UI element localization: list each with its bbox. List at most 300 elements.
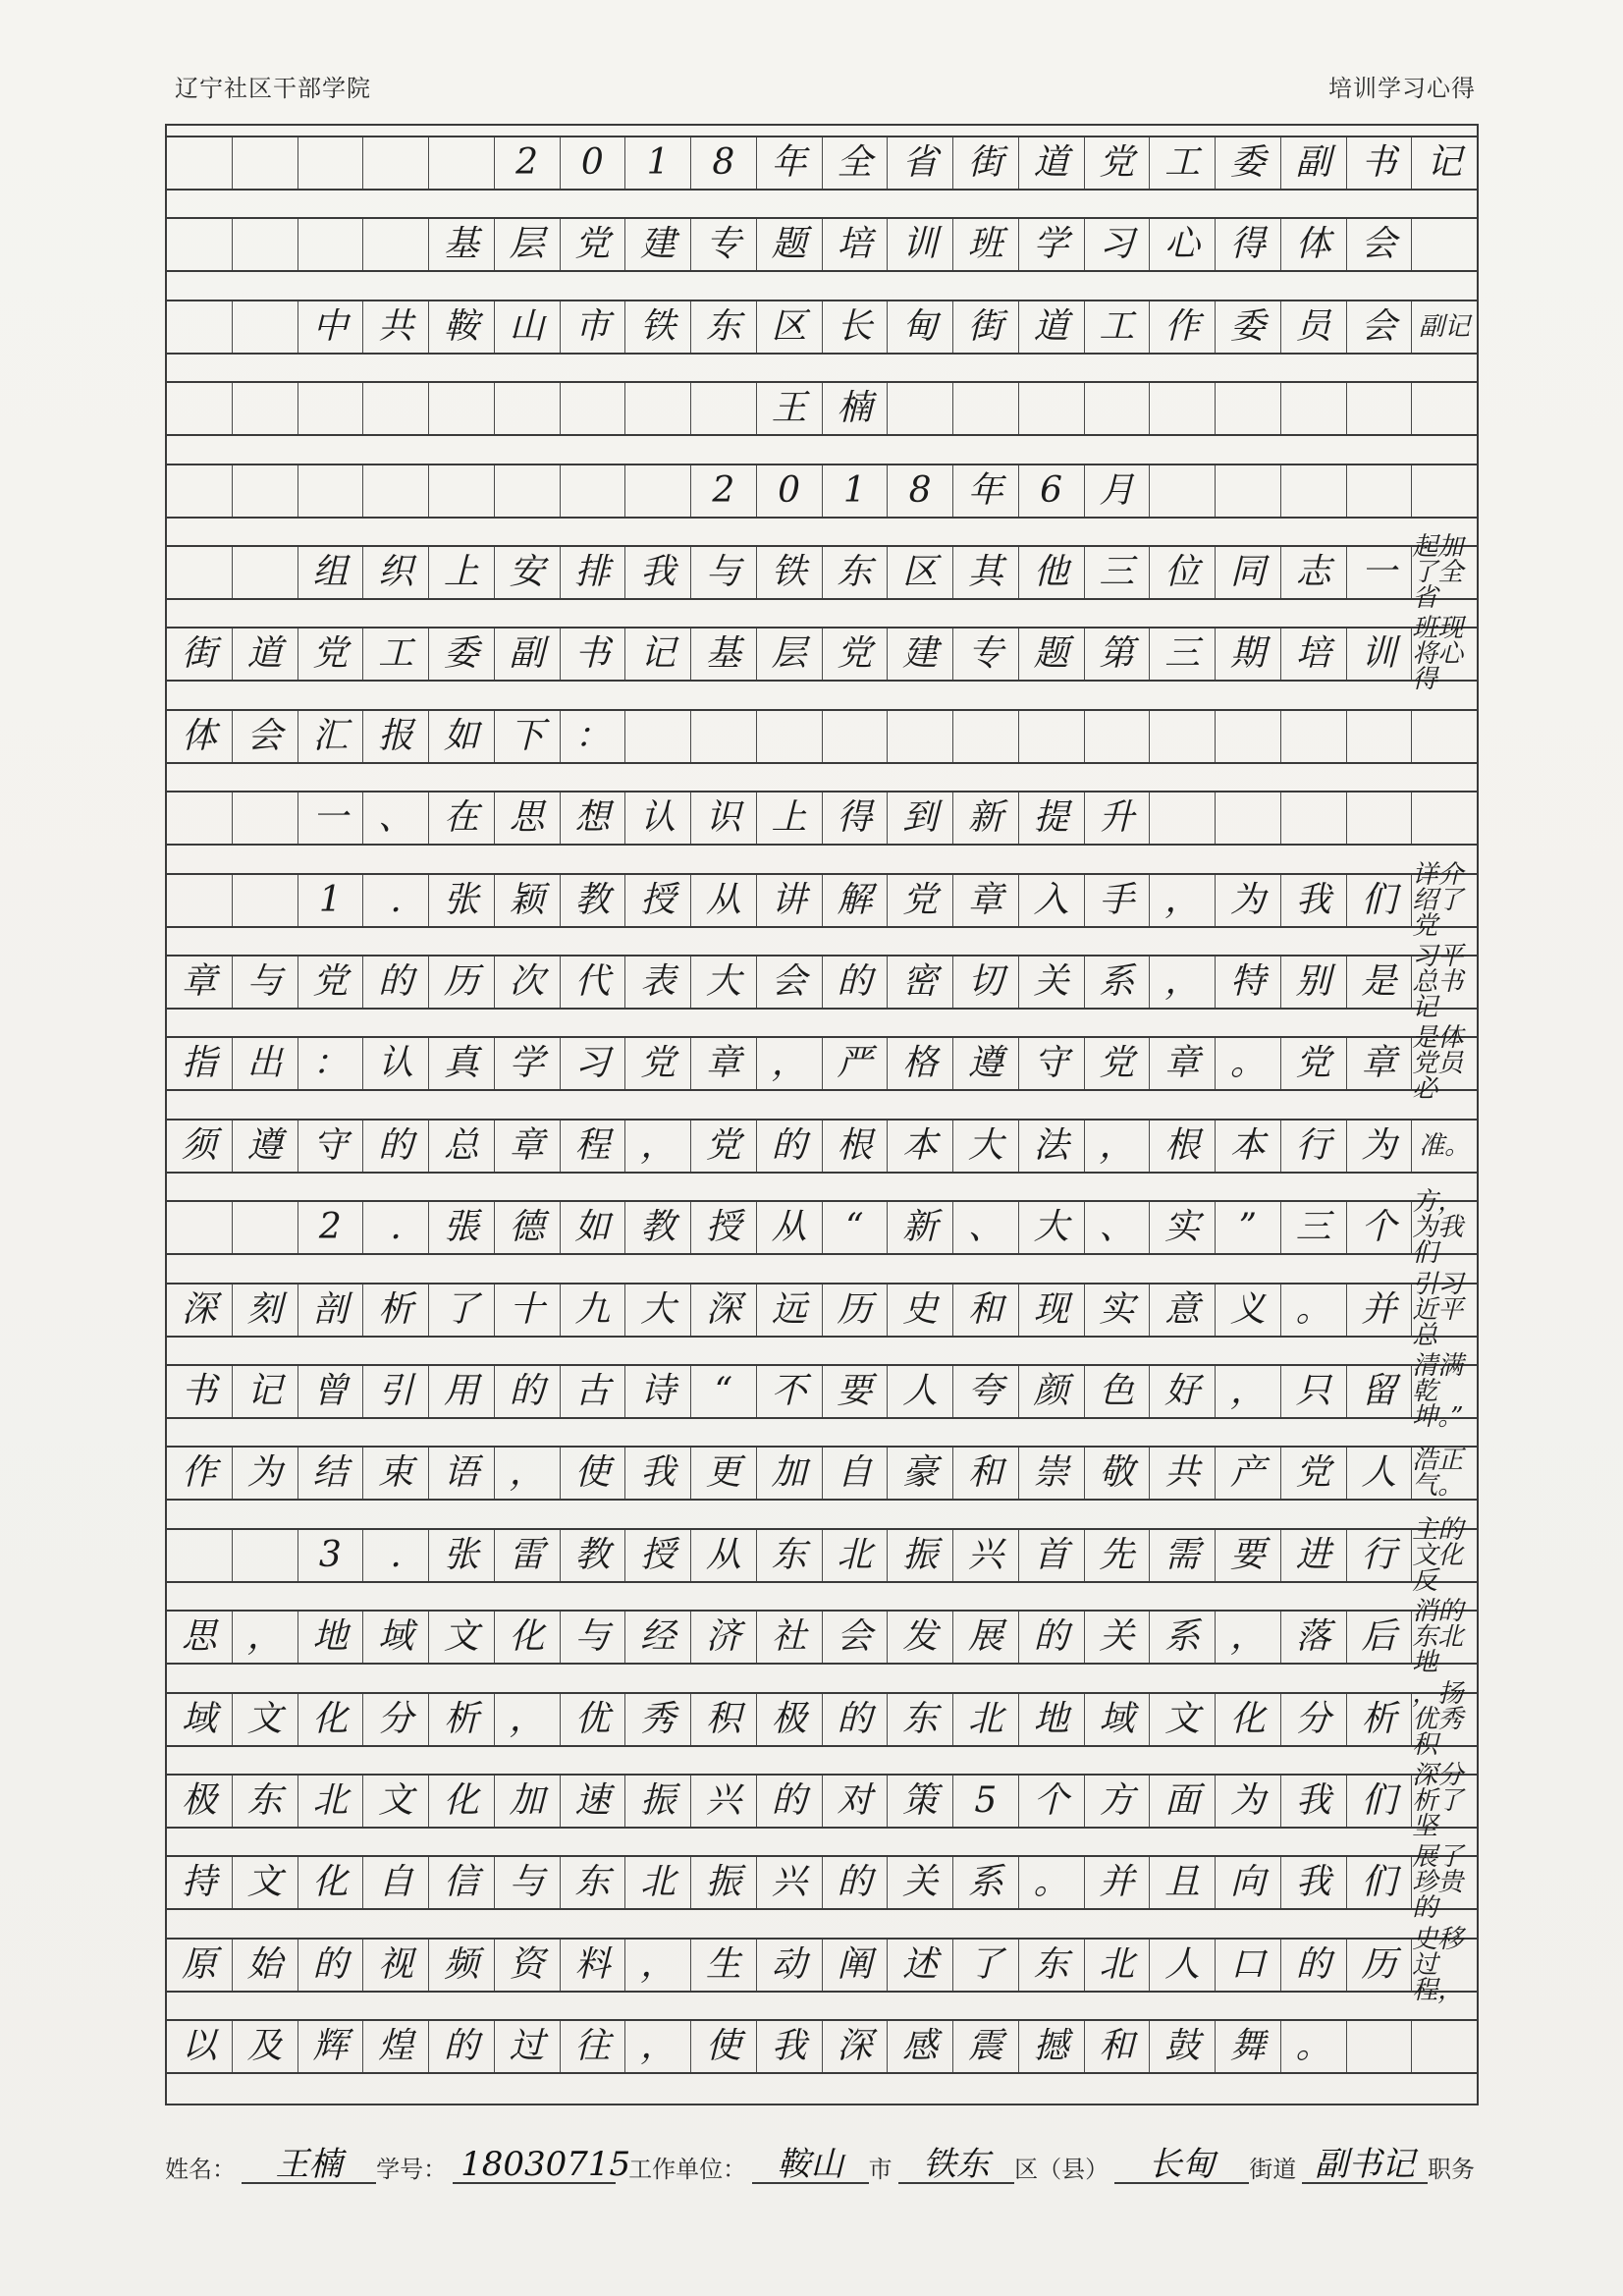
grid-cell: 消的东北地 [1412, 1597, 1464, 1678]
grid-cell: 铁 [625, 301, 691, 353]
grid-cell: 。 [1216, 1038, 1281, 1089]
grid-cell: 展了珍贵的 [1412, 1842, 1464, 1924]
grid-cell: 党 [1085, 137, 1151, 189]
grid-cell: 曾 [298, 1366, 364, 1417]
grid-cell: . [363, 1530, 429, 1581]
grid-cell: 化 [1216, 1694, 1281, 1745]
grid-cell: 升 [1085, 793, 1151, 844]
grid-cell: 识 [691, 793, 757, 844]
grid-cell: 学 [495, 1038, 561, 1089]
grid-line [167, 1119, 1477, 1174]
grid-cell: 章 [495, 1121, 561, 1172]
grid-cell [233, 219, 298, 270]
grid-cell: 色 [1085, 1366, 1151, 1417]
grid-cell: 加 [495, 1776, 561, 1827]
grid-cell: 会 [823, 1612, 889, 1663]
grid-cell: 秀 [625, 1694, 691, 1745]
grid-cell: 王 [757, 383, 823, 434]
grid-cell: 次 [495, 957, 561, 1008]
grid-cell: 的 [1281, 1940, 1347, 1991]
grid-cell: 党 [888, 875, 953, 926]
grid-cell: 们 [1347, 875, 1413, 926]
grid-cell: 8 [888, 465, 953, 517]
grid-cell: 为 [1216, 1776, 1281, 1827]
grid-cell: 授 [625, 875, 691, 926]
grid-cell: 总 [429, 1121, 495, 1172]
grid-cell: 兴 [953, 1530, 1019, 1581]
grid-cell: 个 [1347, 1202, 1413, 1253]
grid-cell [298, 219, 364, 270]
grid-cell: 代 [561, 957, 626, 1008]
grid-cell: ， [625, 1121, 691, 1172]
grid-cell: 守 [1019, 1038, 1085, 1089]
grid-cell: 大 [691, 957, 757, 1008]
grid-cell: 三 [1281, 1202, 1347, 1253]
grid-cell: 其 [953, 547, 1019, 598]
grid-cell: 使 [691, 2021, 757, 2072]
grid-cell: 员 [1281, 301, 1347, 353]
grid-cell: 第 [1085, 629, 1151, 680]
grid-cell: 人 [1150, 1940, 1216, 1991]
grid-cell [363, 137, 429, 189]
grid-cell [1216, 793, 1281, 844]
grid-cell: 党 [298, 957, 364, 1008]
grid-cell: 三 [1150, 629, 1216, 680]
grid-cell: 与 [561, 1612, 626, 1663]
grid-cell: 经 [625, 1612, 691, 1663]
grid-cell [953, 383, 1019, 434]
grid-cell: 诗 [625, 1366, 691, 1417]
grid-cell: 志 [1281, 547, 1347, 598]
grid-cell: 组 [298, 547, 364, 598]
grid-cell: 史 [888, 1285, 953, 1336]
grid-cell: ， [757, 1038, 823, 1089]
grid-cell: 格 [888, 1038, 953, 1089]
grid-cell: 往 [561, 2021, 626, 2072]
grid-cell: 对 [823, 1776, 889, 1827]
grid-cell: 只 [1281, 1366, 1347, 1417]
grid-cell: 系 [1150, 1612, 1216, 1663]
grid-cell: 料 [561, 1940, 626, 1991]
grid-cell: 和 [953, 1285, 1019, 1336]
grid-cell: 详介绍了党 [1412, 859, 1464, 941]
grid-cell: 振 [888, 1530, 953, 1581]
grid-line [167, 1187, 1477, 1269]
grid-cell: 过 [495, 2021, 561, 2072]
grid-cell: 北 [1085, 1940, 1151, 1991]
writing-grid [165, 124, 1479, 2105]
grid-cell: 及 [233, 2021, 298, 2072]
grid-cell: 建 [625, 219, 691, 270]
grid-cell: 历 [1347, 1940, 1413, 1991]
grid-line [167, 532, 1477, 613]
grid-cell: 了 [953, 1940, 1019, 1991]
grid-cell: 思 [167, 1612, 233, 1663]
grid-cell [1347, 465, 1413, 517]
grid-cell: 的 [823, 957, 889, 1008]
grid-cell: 认 [363, 1038, 429, 1089]
grid-cell: 副 [495, 629, 561, 680]
grid-line [167, 1514, 1477, 1596]
grid-cell: 。 [1281, 1285, 1347, 1336]
grid-cell: “ [691, 1366, 757, 1417]
grid-cell: 8 [691, 137, 757, 189]
grid-cell: 班 [953, 219, 1019, 270]
grid-cell: 街 [953, 301, 1019, 353]
grid-cell: 史移过程， [1412, 1924, 1464, 2005]
grid-cell: 街 [167, 629, 233, 680]
grid-cell [495, 383, 561, 434]
grid-cell: 德 [495, 1202, 561, 1253]
grid-cell [167, 1202, 233, 1253]
grid-line [167, 1446, 1477, 1501]
grid-cell: 化 [298, 1857, 364, 1908]
grid-cell: 撼 [1019, 2021, 1085, 2072]
grid-cell: 5 [953, 1776, 1019, 1827]
grid-cell: 辉 [298, 2021, 364, 2072]
grid-cell: 析 [429, 1694, 495, 1745]
grid-cell: 先 [1085, 1530, 1151, 1581]
grid-cell [233, 547, 298, 598]
grid-cell: 2 [691, 465, 757, 517]
grid-line [167, 1023, 1477, 1105]
grid-cell [953, 711, 1019, 762]
grid-cell: 党 [1281, 1038, 1347, 1089]
grid-cell [1281, 383, 1347, 434]
grid-cell: 好 [1150, 1366, 1216, 1417]
grid-cell: 省 [888, 137, 953, 189]
grid-cell: 不 [757, 1366, 823, 1417]
grid-cell: “ [823, 1202, 889, 1253]
grid-cell [363, 219, 429, 270]
grid-cell [363, 383, 429, 434]
grid-cell: 和 [1085, 2021, 1151, 2072]
grid-cell: 要 [823, 1366, 889, 1417]
grid-cell: 区 [888, 547, 953, 598]
grid-cell: 市 [561, 301, 626, 353]
grid-cell: 加 [757, 1448, 823, 1499]
grid-cell: 道 [233, 629, 298, 680]
grid-cell: 北 [953, 1694, 1019, 1745]
grid-cell: 铁 [757, 547, 823, 598]
street-value: 长甸 [1114, 2147, 1249, 2184]
grid-cell: 崇 [1019, 1448, 1085, 1499]
grid-cell: . [363, 1202, 429, 1253]
grid-cell [1150, 793, 1216, 844]
district-value: 铁东 [898, 2147, 1014, 2184]
grid-cell [625, 383, 691, 434]
grid-cell: 文 [233, 1857, 298, 1908]
grid-cell: 化 [495, 1612, 561, 1663]
grid-cell: 析 [1347, 1694, 1413, 1745]
grid-cell: 中 [298, 301, 364, 353]
grid-cell: 资 [495, 1940, 561, 1991]
grid-line [167, 709, 1477, 764]
position-suffix: 职务 [1428, 2156, 1475, 2183]
name-label: 姓名： [165, 2156, 236, 2183]
grid-cell: 历 [429, 957, 495, 1008]
grid-cell: 排 [561, 547, 626, 598]
grid-cell: 化 [298, 1694, 364, 1745]
grid-cell [1281, 465, 1347, 517]
grid-cell: ， [1085, 1121, 1151, 1172]
grid-cell: 训 [1347, 629, 1413, 680]
grid-cell: 行 [1347, 1530, 1413, 1581]
grid-cell: 讲 [757, 875, 823, 926]
grid-line [167, 614, 1477, 695]
grid-line [167, 1351, 1477, 1432]
grid-cell: 人 [1347, 1448, 1413, 1499]
grid-cell: 分 [363, 1694, 429, 1745]
grid-cell: 3 [298, 1530, 364, 1581]
grid-cell: 振 [691, 1857, 757, 1908]
grid-cell: 浩正气。 [1412, 1446, 1464, 1502]
grid-cell: 使 [561, 1448, 626, 1499]
grid-cell: 安 [495, 547, 561, 598]
grid-cell: ， [625, 1940, 691, 1991]
grid-cell [888, 383, 953, 434]
grid-line [167, 791, 1477, 846]
grid-cell: 会 [757, 957, 823, 1008]
grid-cell: 甸 [888, 301, 953, 353]
grid-cell: 东 [233, 1776, 298, 1827]
grid-cell: 全 [823, 137, 889, 189]
grid-line [167, 1761, 1477, 1841]
grid-cell [1085, 711, 1151, 762]
city-value: 鞍山 [752, 2147, 868, 2184]
grid-cell: ， [495, 1694, 561, 1745]
grid-cell: 结 [298, 1448, 364, 1499]
grid-cell: 特 [1216, 957, 1281, 1008]
grid-cell: 山 [495, 301, 561, 353]
grid-cell: 产 [1216, 1448, 1281, 1499]
grid-cell [1412, 465, 1477, 517]
grid-cell: 严 [823, 1038, 889, 1089]
grid-cell: 豪 [888, 1448, 953, 1499]
grid-cell: 的 [823, 1694, 889, 1745]
grid-cell: 生 [691, 1940, 757, 1991]
grid-cell: 我 [757, 2021, 823, 2072]
grid-cell: 章 [1150, 1038, 1216, 1089]
grid-cell: 心 [1150, 219, 1216, 270]
grid-cell [1412, 711, 1477, 762]
grid-cell: 党 [691, 1121, 757, 1172]
grid-cell [429, 383, 495, 434]
grid-cell: 刻 [233, 1285, 298, 1336]
grid-cell: 古 [561, 1366, 626, 1417]
grid-cell: 文 [233, 1694, 298, 1745]
grid-cell: 训 [888, 219, 953, 270]
grid-cell: 感 [888, 2021, 953, 2072]
grid-cell: ” [1216, 1202, 1281, 1253]
grid-cell: 且 [1150, 1857, 1216, 1908]
grid-cell: 域 [363, 1612, 429, 1663]
grid-cell: 策 [888, 1776, 953, 1827]
grid-cell: 得 [1216, 219, 1281, 270]
grid-cell [167, 1530, 233, 1581]
grid-cell [1150, 711, 1216, 762]
street-suffix: 街道 [1249, 2156, 1297, 2183]
grid-cell: 主的文化反 [1412, 1514, 1464, 1596]
grid-cell: 地 [1019, 1694, 1085, 1745]
grid-cell: 地 [298, 1612, 364, 1663]
grid-cell: 从 [757, 1202, 823, 1253]
grid-cell: 书 [1347, 137, 1413, 189]
grid-cell: 工 [1150, 137, 1216, 189]
grid-cell: 向 [1216, 1857, 1281, 1908]
grid-cell: 速 [561, 1776, 626, 1827]
grid-line [167, 217, 1477, 272]
grid-cell: 要 [1216, 1530, 1281, 1581]
grid-cell: 题 [1019, 629, 1085, 680]
grid-cell: 社 [757, 1612, 823, 1663]
grid-cell: 思 [495, 793, 561, 844]
grid-cell [1216, 711, 1281, 762]
grid-cell: 习平总书记 [1412, 942, 1464, 1022]
grid-cell [1412, 793, 1477, 844]
grid-cell [233, 1202, 298, 1253]
grid-cell: 意 [1150, 1285, 1216, 1336]
grid-cell: 大 [953, 1121, 1019, 1172]
grid-cell: 展 [953, 1612, 1019, 1663]
grid-cell: 记 [625, 629, 691, 680]
grid-cell [1347, 383, 1413, 434]
grid-cell [1150, 383, 1216, 434]
grid-line [167, 1597, 1477, 1678]
grid-cell: 是 [1347, 957, 1413, 1008]
grid-cell [1019, 711, 1085, 762]
grid-cell: 我 [1281, 1857, 1347, 1908]
grid-cell: 东 [757, 1530, 823, 1581]
grid-cell: 位 [1150, 547, 1216, 598]
student-id-label: 学号： [376, 2156, 448, 2183]
grid-cell: 北 [298, 1776, 364, 1827]
grid-cell: 委 [1216, 137, 1281, 189]
grid-cell: 兴 [757, 1857, 823, 1908]
grid-cell [167, 465, 233, 517]
grid-line [167, 300, 1477, 355]
grid-cell [1085, 383, 1151, 434]
grid-cell: 深 [823, 2021, 889, 2072]
grid-cell: 党 [823, 629, 889, 680]
grid-cell: 1 [823, 465, 889, 517]
grid-cell: ，扬优秀积 [1412, 1678, 1464, 1760]
grid-cell [823, 711, 889, 762]
grid-cell [1347, 711, 1413, 762]
grid-cell: 视 [363, 1940, 429, 1991]
grid-cell: 引 [363, 1366, 429, 1417]
grid-cell: 颖 [495, 875, 561, 926]
grid-cell: 报 [363, 711, 429, 762]
grid-cell: 须 [167, 1121, 233, 1172]
grid-cell: 密 [888, 957, 953, 1008]
grid-cell: 实 [1150, 1202, 1216, 1253]
grid-cell: ： [561, 711, 626, 762]
grid-cell: 始 [233, 1940, 298, 1991]
grid-cell: 是体党员必 [1412, 1023, 1464, 1105]
grid-cell: 雷 [495, 1530, 561, 1581]
grid-cell [1412, 383, 1477, 434]
grid-cell: 题 [757, 219, 823, 270]
grid-cell: ， [1216, 1366, 1281, 1417]
grid-line [167, 1678, 1477, 1760]
grid-cell: 的 [298, 1940, 364, 1991]
grid-cell: 文 [1150, 1694, 1216, 1745]
grid-cell: 为 [233, 1448, 298, 1499]
grid-cell: 遵 [953, 1038, 1019, 1089]
grid-cell: 如 [561, 1202, 626, 1253]
grid-cell: 的 [1019, 1612, 1085, 1663]
grid-cell: 东 [561, 1857, 626, 1908]
grid-cell: 深 [691, 1285, 757, 1336]
grid-cell: 会 [1347, 301, 1413, 353]
grid-cell [167, 219, 233, 270]
grid-cell: 用 [429, 1366, 495, 1417]
district-suffix: 区（县） [1014, 2156, 1109, 2183]
grid-cell: 根 [1150, 1121, 1216, 1172]
grid-line [167, 942, 1477, 1022]
grid-cell: 2 [298, 1202, 364, 1253]
grid-line [167, 1842, 1477, 1924]
grid-cell: 兴 [691, 1776, 757, 1827]
grid-cell: 教 [625, 1202, 691, 1253]
grid-cell: 章 [953, 875, 1019, 926]
grid-cell: 在 [429, 793, 495, 844]
grid-cell [233, 137, 298, 189]
grid-cell: 北 [625, 1857, 691, 1908]
grid-cell: 張 [429, 1202, 495, 1253]
grid-cell: ， [1150, 875, 1216, 926]
grid-cell: 、 [953, 1202, 1019, 1253]
grid-cell: 。 [1019, 1857, 1085, 1908]
grid-cell: 积 [691, 1694, 757, 1745]
grid-cell [691, 711, 757, 762]
grid-cell: 班现将心得 [1412, 614, 1464, 695]
grid-cell [429, 137, 495, 189]
grid-cell: 副 [1281, 137, 1347, 189]
grid-cell: 习 [561, 1038, 626, 1089]
grid-cell: ， [495, 1448, 561, 1499]
grid-cell: 会 [233, 711, 298, 762]
grid-cell: 从 [691, 1530, 757, 1581]
grid-cell: 了 [429, 1285, 495, 1336]
grid-cell: 上 [429, 547, 495, 598]
grid-cell: 培 [1281, 629, 1347, 680]
grid-cell: 频 [429, 1940, 495, 1991]
grid-cell: 以 [167, 2021, 233, 2072]
grid-cell: 极 [167, 1776, 233, 1827]
grid-cell: 别 [1281, 957, 1347, 1008]
grid-line [167, 859, 1477, 941]
grid-cell: 深分析了坚 [1412, 1761, 1464, 1841]
grid-cell: 发 [888, 1612, 953, 1663]
grid-cell: 关 [1019, 957, 1085, 1008]
grid-cell: 真 [429, 1038, 495, 1089]
grid-cell: 述 [888, 1940, 953, 1991]
grid-cell: 信 [429, 1857, 495, 1908]
grid-cell [625, 465, 691, 517]
grid-cell [495, 465, 561, 517]
grid-cell: 自 [363, 1857, 429, 1908]
grid-cell: 敬 [1085, 1448, 1151, 1499]
grid-cell [298, 465, 364, 517]
grid-cell: 们 [1347, 1776, 1413, 1827]
grid-cell: 化 [429, 1776, 495, 1827]
grid-cell: 2 [495, 137, 561, 189]
grid-cell: 的 [363, 1121, 429, 1172]
grid-cell: 委 [1216, 301, 1281, 353]
grid-line [167, 136, 1477, 191]
